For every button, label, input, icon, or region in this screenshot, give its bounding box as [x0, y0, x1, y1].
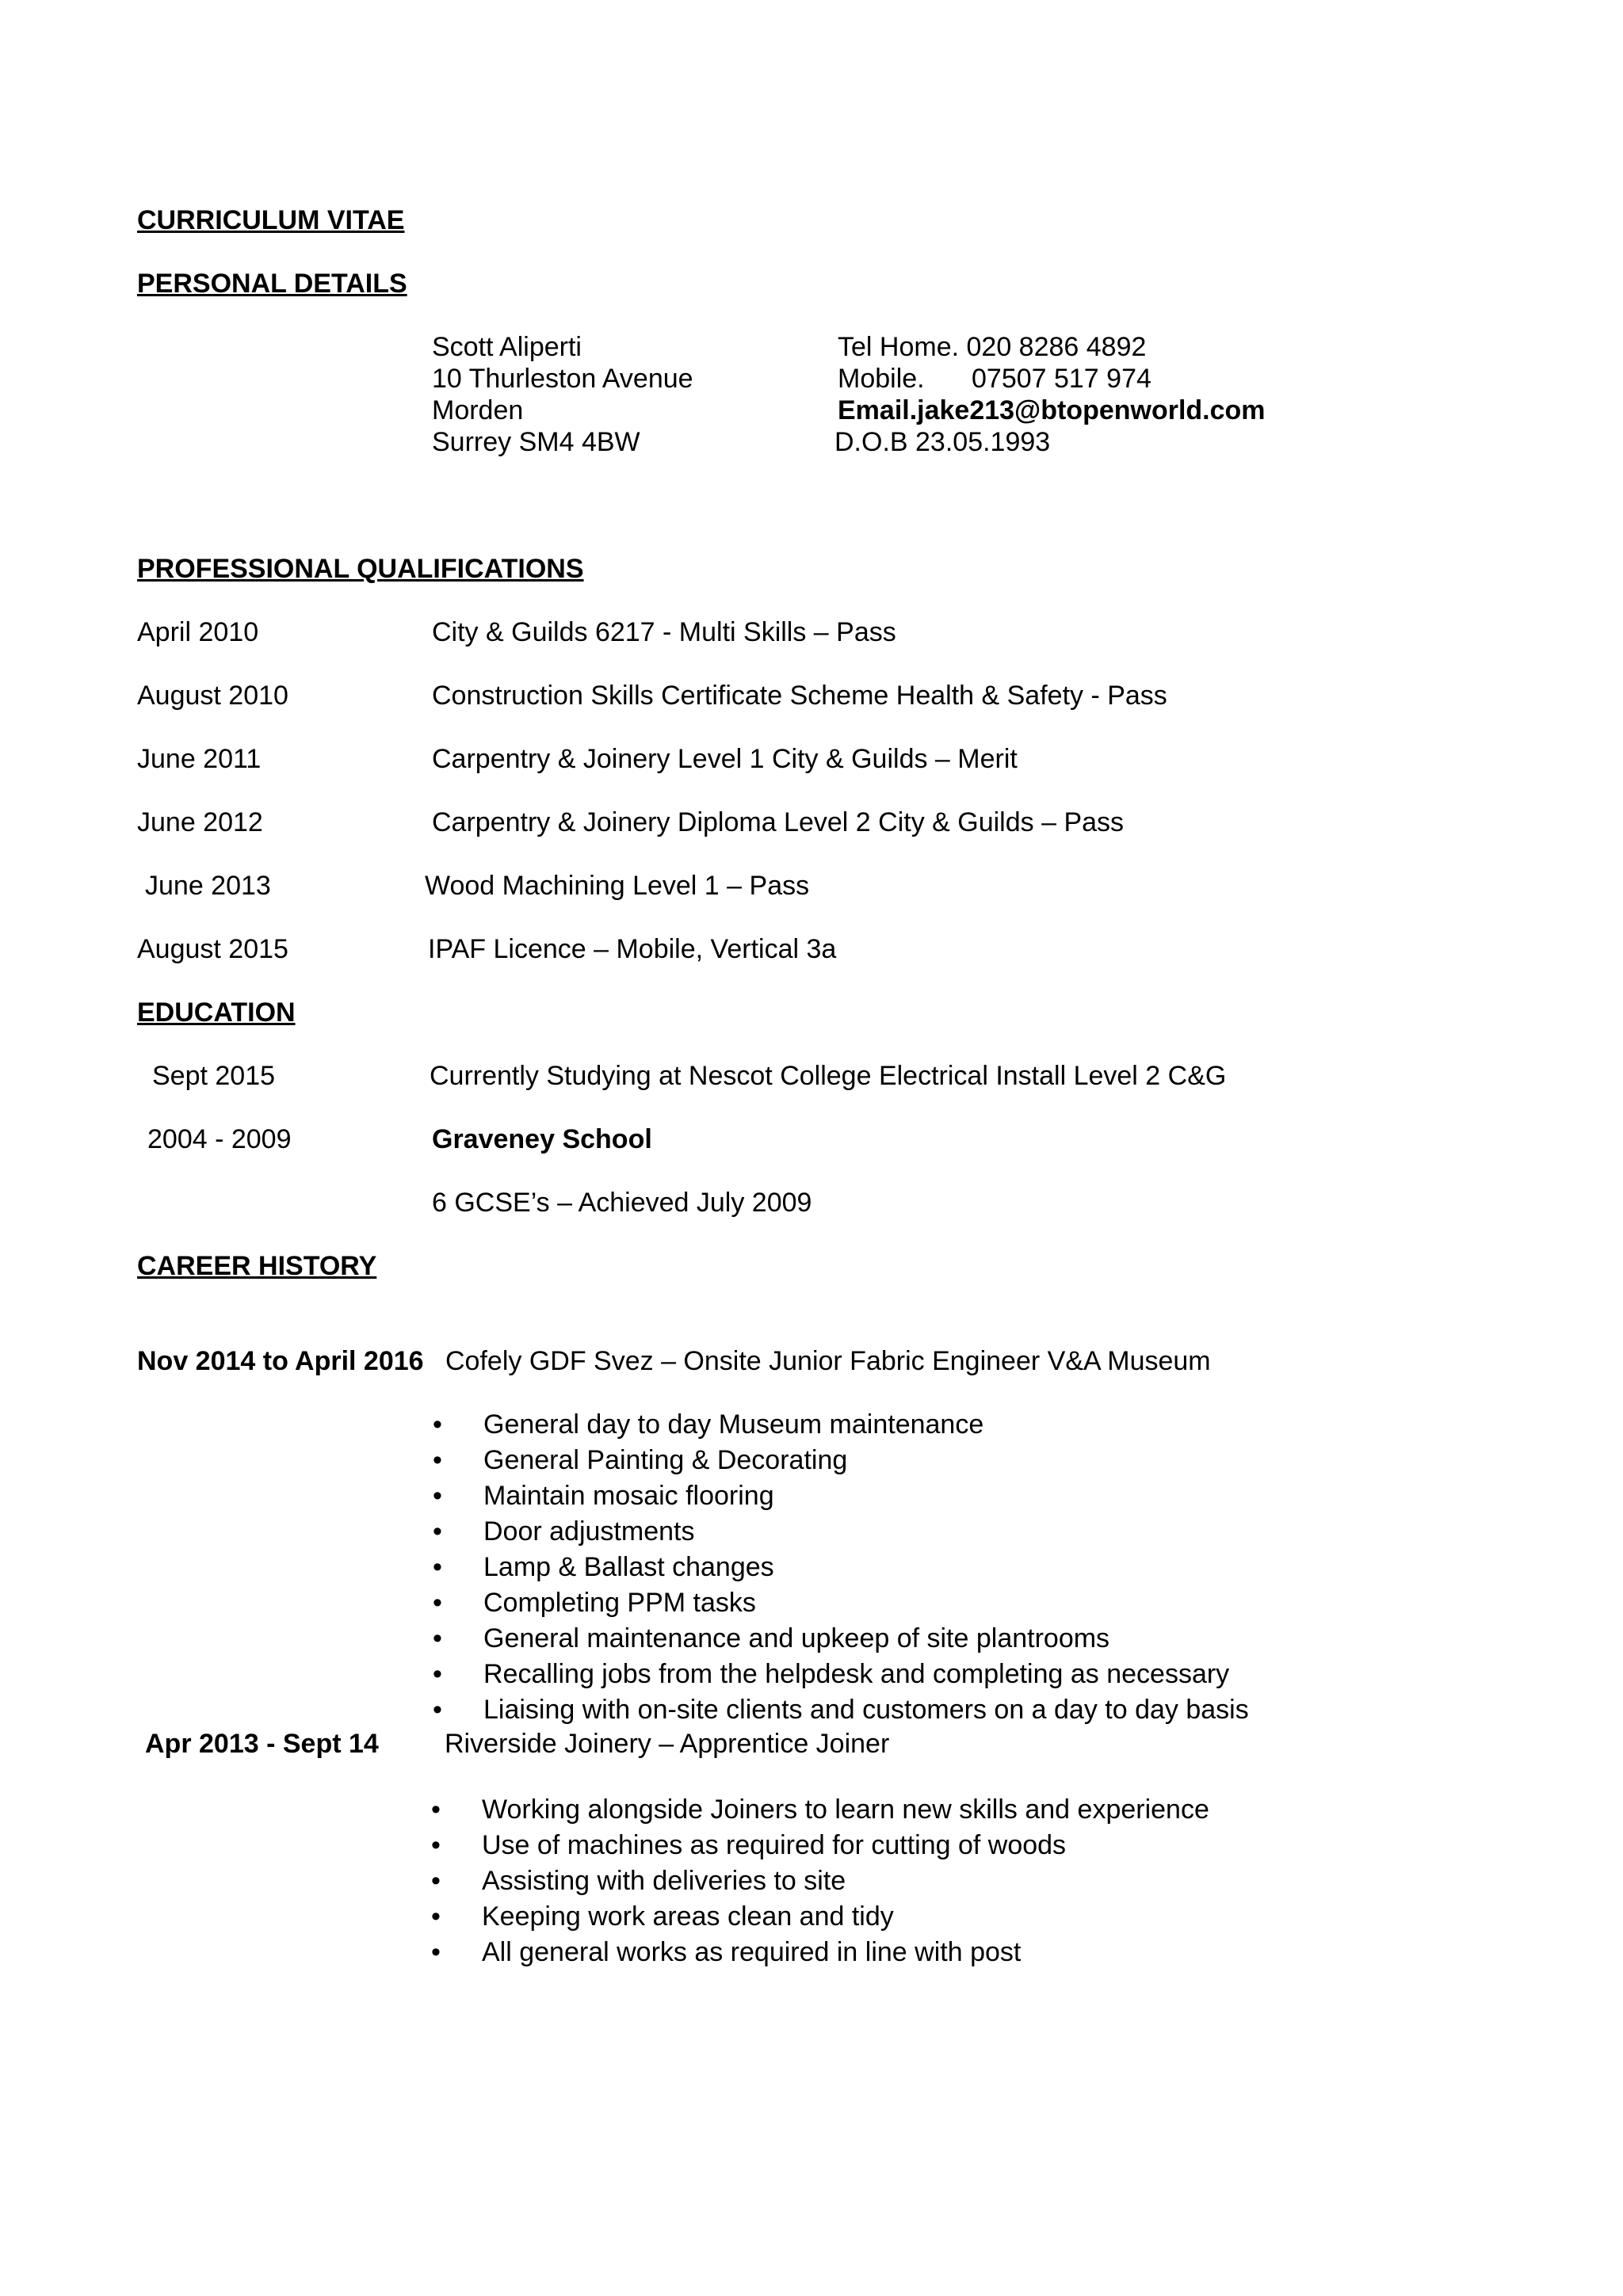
bullet-icon: • — [433, 1516, 442, 1547]
bullet-icon: • — [433, 1409, 442, 1440]
tel-home: Tel Home. 020 8286 4892 — [838, 332, 1147, 362]
duty-text: General Painting & Decorating — [483, 1445, 848, 1475]
bullet-icon: • — [433, 1695, 442, 1725]
qualification-desc: Carpentry & Joinery Level 1 City & Guilds – Merit — [432, 744, 1018, 774]
gcse-result: 6 GCSE’s – Achieved July 2009 — [432, 1188, 812, 1218]
duty-text: Liaising with on-site clients and customers on a day to day basis — [483, 1695, 1249, 1725]
education-date: 2004 - 2009 — [147, 1124, 292, 1154]
qualification-date: August 2010 — [137, 681, 288, 711]
education-date: Sept 2015 — [152, 1061, 276, 1091]
date-of-birth: D.O.B 23.05.1993 — [834, 427, 1051, 457]
email-address: Email.jake213@btopenworld.com — [838, 395, 1266, 425]
qualification-desc: IPAF Licence – Mobile, Vertical 3a — [428, 934, 837, 964]
mobile-number: 07507 517 974 — [972, 364, 1151, 394]
bullet-icon: • — [431, 1901, 441, 1932]
bullet-icon: • — [433, 1623, 442, 1653]
qualification-date: June 2013 — [145, 871, 271, 901]
qualification-desc: City & Guilds 6217 - Multi Skills – Pass — [432, 617, 896, 647]
qualification-date: April 2010 — [137, 617, 259, 647]
address-name: Scott Aliperti — [432, 332, 582, 362]
bullet-icon: • — [433, 1659, 442, 1689]
duty-text: Keeping work areas clean and tidy — [482, 1901, 894, 1932]
personal-details-heading: PERSONAL DETAILS — [137, 269, 407, 299]
duty-text: General maintenance and upkeep of site plantrooms — [483, 1623, 1110, 1653]
bullet-icon: • — [431, 1866, 441, 1896]
job-date: Apr 2013 - Sept 14 — [145, 1729, 379, 1759]
bullet-icon: • — [433, 1588, 442, 1618]
mobile-label: Mobile. — [838, 364, 925, 394]
bullet-icon: • — [431, 1937, 441, 1967]
qualification-desc: Carpentry & Joinery Diploma Level 2 City & Guilds – Pass — [432, 807, 1125, 837]
duty-text: General day to day Museum maintenance — [483, 1409, 984, 1440]
duty-text: Assisting with deliveries to site — [482, 1866, 846, 1896]
duty-text: All general works as required in line with post — [482, 1937, 1022, 1967]
career-history-heading: CAREER HISTORY — [137, 1251, 377, 1281]
duty-text: Maintain mosaic flooring — [483, 1481, 774, 1511]
school-name: Graveney School — [432, 1124, 652, 1154]
education-desc: Currently Studying at Nescot College Electrical Install Level 2 C&G — [430, 1061, 1227, 1091]
duty-text: Use of machines as required for cutting of woods — [482, 1830, 1067, 1860]
education-heading: EDUCATION — [137, 997, 296, 1028]
address-county: Surrey SM4 4BW — [432, 427, 640, 457]
qualification-date: June 2011 — [137, 744, 262, 774]
job-title: Cofely GDF Svez – Onsite Junior Fabric Engineer V&A Museum — [445, 1346, 1211, 1376]
address-street: 10 Thurleston Avenue — [432, 364, 693, 394]
bullet-icon: • — [431, 1830, 441, 1860]
qualification-desc: Wood Machining Level 1 – Pass — [425, 871, 810, 901]
duty-text: Lamp & Ballast changes — [483, 1552, 774, 1582]
qualification-date: June 2012 — [137, 807, 263, 837]
duty-text: Working alongside Joiners to learn new skills and experience — [482, 1794, 1209, 1825]
bullet-icon: • — [433, 1481, 442, 1511]
qualification-date: August 2015 — [137, 934, 288, 964]
duty-text: Recalling jobs from the helpdesk and completing as necessary — [483, 1659, 1230, 1689]
qualification-desc: Construction Skills Certificate Scheme Health & Safety - Pass — [432, 681, 1167, 711]
address-town: Morden — [432, 395, 524, 425]
duty-text: Door adjustments — [483, 1516, 695, 1547]
bullet-icon: • — [433, 1552, 442, 1582]
duty-text: Completing PPM tasks — [483, 1588, 756, 1618]
qualifications-heading: PROFESSIONAL QUALIFICATIONS — [137, 554, 584, 584]
bullet-icon: • — [433, 1445, 442, 1475]
job-date: Nov 2014 to April 2016 — [137, 1346, 424, 1376]
bullet-icon: • — [431, 1794, 441, 1825]
job-title: Riverside Joinery – Apprentice Joiner — [445, 1729, 890, 1759]
document-title: CURRICULUM VITAE — [137, 205, 405, 235]
